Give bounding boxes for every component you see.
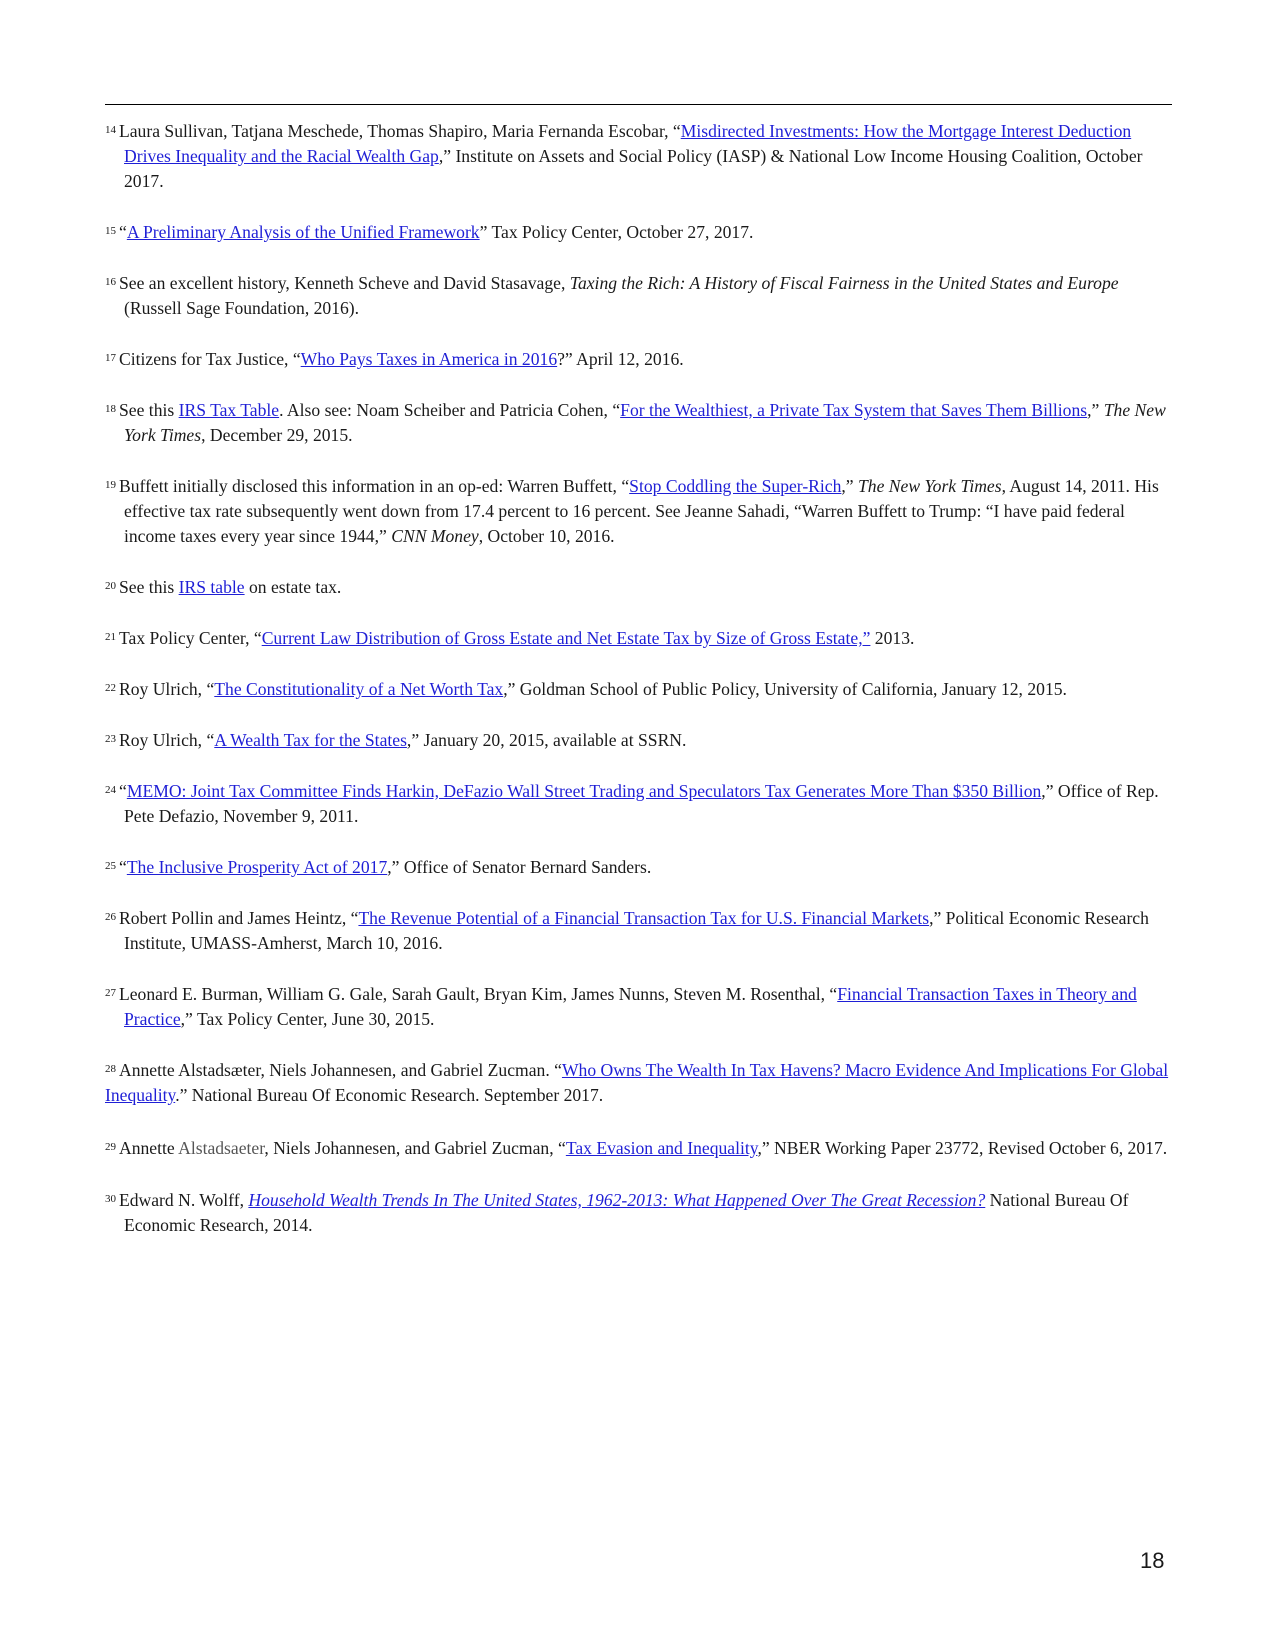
- footnote-14: $^{14}$ Laura Sullivan, Tatjana Meschede, Thomas Shapiro, Maria Fernanda Escobar, “Misdirected Investments: How the Mortgage Interest Deduction Drives Inequality and the Racial Wealth Gap,” Institute on Assets and Social Policy (IASP) & National Low Income Housing Coalition, October 2017.: [105, 121, 1143, 191]
- footnote-link[interactable]: The Revenue Potential of a Financial Transaction Tax for U.S. Financial Markets: [358, 908, 930, 928]
- footnote-number: 17: [105, 352, 116, 364]
- footnote-link[interactable]: The Inclusive Prosperity Act of 2017: [126, 857, 388, 877]
- footnote-link[interactable]: IRS Tax Table: [178, 400, 280, 420]
- footnote-number: 19: [105, 479, 116, 491]
- footnote-15: $^{15}$ “A Preliminary Analysis of the Unified Framework” Tax Policy Center, October 27, 2017.: [105, 222, 754, 242]
- footnote-link[interactable]: Household Wealth Trends In The United States, 1962-2013: What Happened Over The Great Recession?: [248, 1190, 986, 1210]
- footnote-number: 20: [105, 580, 116, 592]
- footnote-number: 25: [105, 860, 116, 872]
- footnote-link[interactable]: Who Owns The Wealth In Tax Havens? Macro Evidence And Implications For Global Inequality: [105, 1060, 1169, 1105]
- footnote-24: $^{24}$ “MEMO: Joint Tax Committee Finds Harkin, DeFazio Wall Street Trading and Speculators Tax Generates More Than $350 Billion,” Office of Rep. Pete Defazio, November 9, 2011.: [105, 781, 1159, 826]
- footnote-link[interactable]: Stop Coddling the Super-Rich: [629, 476, 842, 496]
- footnote-link[interactable]: IRS table: [178, 577, 245, 597]
- footnote-number: 24: [105, 784, 116, 796]
- author-name-grey: Alstadsaeter: [178, 1138, 265, 1158]
- footnote-link[interactable]: Financial Transaction Taxes in Theory and Practice: [124, 984, 1137, 1029]
- footnote-30: $^{30}$ Edward N. Wolff, Household Wealth Trends In The United States, 1962-2013: What Happened Over The Great Recession? National Bureau Of Economic Research, 2014.: [105, 1190, 1129, 1235]
- footnote-number: 22: [105, 682, 116, 694]
- footnote-link[interactable]: The Constitutionality of a Net Worth Tax: [214, 679, 504, 699]
- footnote-19: $^{19}$ Buffett initially disclosed this information in an op-ed: Warren Buffett, “Stop Coddling the Super-Rich,” The New York Times, August 14, 2011. His effective tax rate subsequently went down from 17.4 percent to 16 percent. See Jeanne Sahadi, “Warren Buffett to Trump: “I have paid federal income taxes every year since 1944,” CNN Money, October 10, 2016.: [105, 476, 1159, 546]
- footnote-number: 27: [105, 987, 116, 999]
- footnote-link[interactable]: Current Law Distribution of Gross Estate and Net Estate Tax by Size of Gross Estate,”: [261, 628, 871, 648]
- book-title: Taxing the Rich: A History of Fiscal Fairness in the United States and Europe: [569, 273, 1119, 293]
- footnote-number: 29: [105, 1141, 116, 1153]
- footnote-23: $^{23}$ Roy Ulrich, “A Wealth Tax for the States,” January 20, 2015, available at SSRN.: [105, 730, 687, 750]
- footnote-link[interactable]: Misdirected Investments: How the Mortgage Interest Deduction Drives Inequality and the Racial Wealth Gap: [124, 121, 1132, 166]
- footnote-number: 26: [105, 911, 116, 923]
- footnote-number: 21: [105, 631, 116, 643]
- footnote-29: $^{29}$ Annette Alstadsaeter, Niels Johannesen, and Gabriel Zucman, “Tax Evasion and Inequality,” NBER Working Paper 23772, Revised October 6, 2017.: [105, 1138, 1168, 1158]
- footnote-number: 23: [105, 733, 116, 745]
- footnote-26: $^{26}$ Robert Pollin and James Heintz, “The Revenue Potential of a Financial Transaction Tax for U.S. Financial Markets,” Political Economic Research Institute, UMASS-Amherst, March 10, 2016.: [105, 908, 1149, 953]
- footnote-number: 15: [105, 225, 116, 237]
- footnote-number: 18: [105, 403, 116, 415]
- footnote-16: $^{16}$ See an excellent history, Kenneth Scheve and David Stasavage, Taxing the Rich: A History of Fiscal Fairness in the United States and Europe (Russell Sage Foundation, 2016).: [105, 273, 1119, 318]
- footnote-20: $^{20}$ See this IRS table on estate tax.: [105, 577, 342, 597]
- footnote-number: 16: [105, 276, 116, 288]
- footnote-18: $^{18}$ See this IRS Tax Table. Also see: Noam Scheiber and Patricia Cohen, “For the Wealthiest, a Private Tax System that Saves Them Billions,” The New York Times, December 29, 2015.: [105, 400, 1166, 445]
- footnote-link[interactable]: A Preliminary Analysis of the Unified Framework: [126, 222, 480, 242]
- footnote-25: $^{25}$ “The Inclusive Prosperity Act of 2017,” Office of Senator Bernard Sanders.: [105, 857, 652, 877]
- page-number: 18: [1140, 1548, 1165, 1573]
- footnote-separator: [105, 104, 1172, 105]
- footnote-17: $^{17}$ Citizens for Tax Justice, “Who Pays Taxes in America in 2016?” April 12, 2016.: [105, 349, 684, 369]
- footnote-22: $^{22}$ Roy Ulrich, “The Constitutionality of a Net Worth Tax,” Goldman School of Public Policy, University of California, January 12, 2015.: [105, 679, 1067, 699]
- footnote-link[interactable]: Who Pays Taxes in America in 2016: [300, 349, 558, 369]
- publication-name: The New York Times: [124, 400, 1166, 445]
- footnote-link[interactable]: MEMO: Joint Tax Committee Finds Harkin, DeFazio Wall Street Trading and Speculators Tax Generates More Than $350 Billion: [126, 781, 1042, 801]
- footnote-27: $^{27}$ Leonard E. Burman, William G. Gale, Sarah Gault, Bryan Kim, James Nunns, Steven M. Rosenthal, “Financial Transaction Taxes in Theory and Practice,” Tax Policy Center, June 30, 2015.: [105, 984, 1137, 1029]
- footnote-link-2[interactable]: For the Wealthiest, a Private Tax System that Saves Them Billions: [620, 400, 1088, 420]
- footnote-28: $^{28}$ Annette Alstadsæter, Niels Johannesen, and Gabriel Zucman. “Who Owns The Wealth In Tax Havens? Macro Evidence And Implications For Global Inequality.” National Bureau Of Economic Research. September 2017.: [105, 1060, 1169, 1105]
- publication-name-2: CNN Money: [391, 526, 479, 546]
- footnote-number: 30: [105, 1193, 116, 1205]
- footnote-link[interactable]: Tax Evasion and Inequality: [565, 1138, 758, 1158]
- footnote-link[interactable]: A Wealth Tax for the States: [214, 730, 407, 750]
- footnote-number: 14: [105, 124, 116, 136]
- footnote-21: $^{21}$ Tax Policy Center, “Current Law Distribution of Gross Estate and Net Estate Tax by Size of Gross Estate,” 2013.: [105, 628, 915, 648]
- publication-name: The New York Times: [858, 476, 1002, 496]
- footnote-number: 28: [105, 1063, 116, 1075]
- footnotes-list: [105, 118, 1175, 1263]
